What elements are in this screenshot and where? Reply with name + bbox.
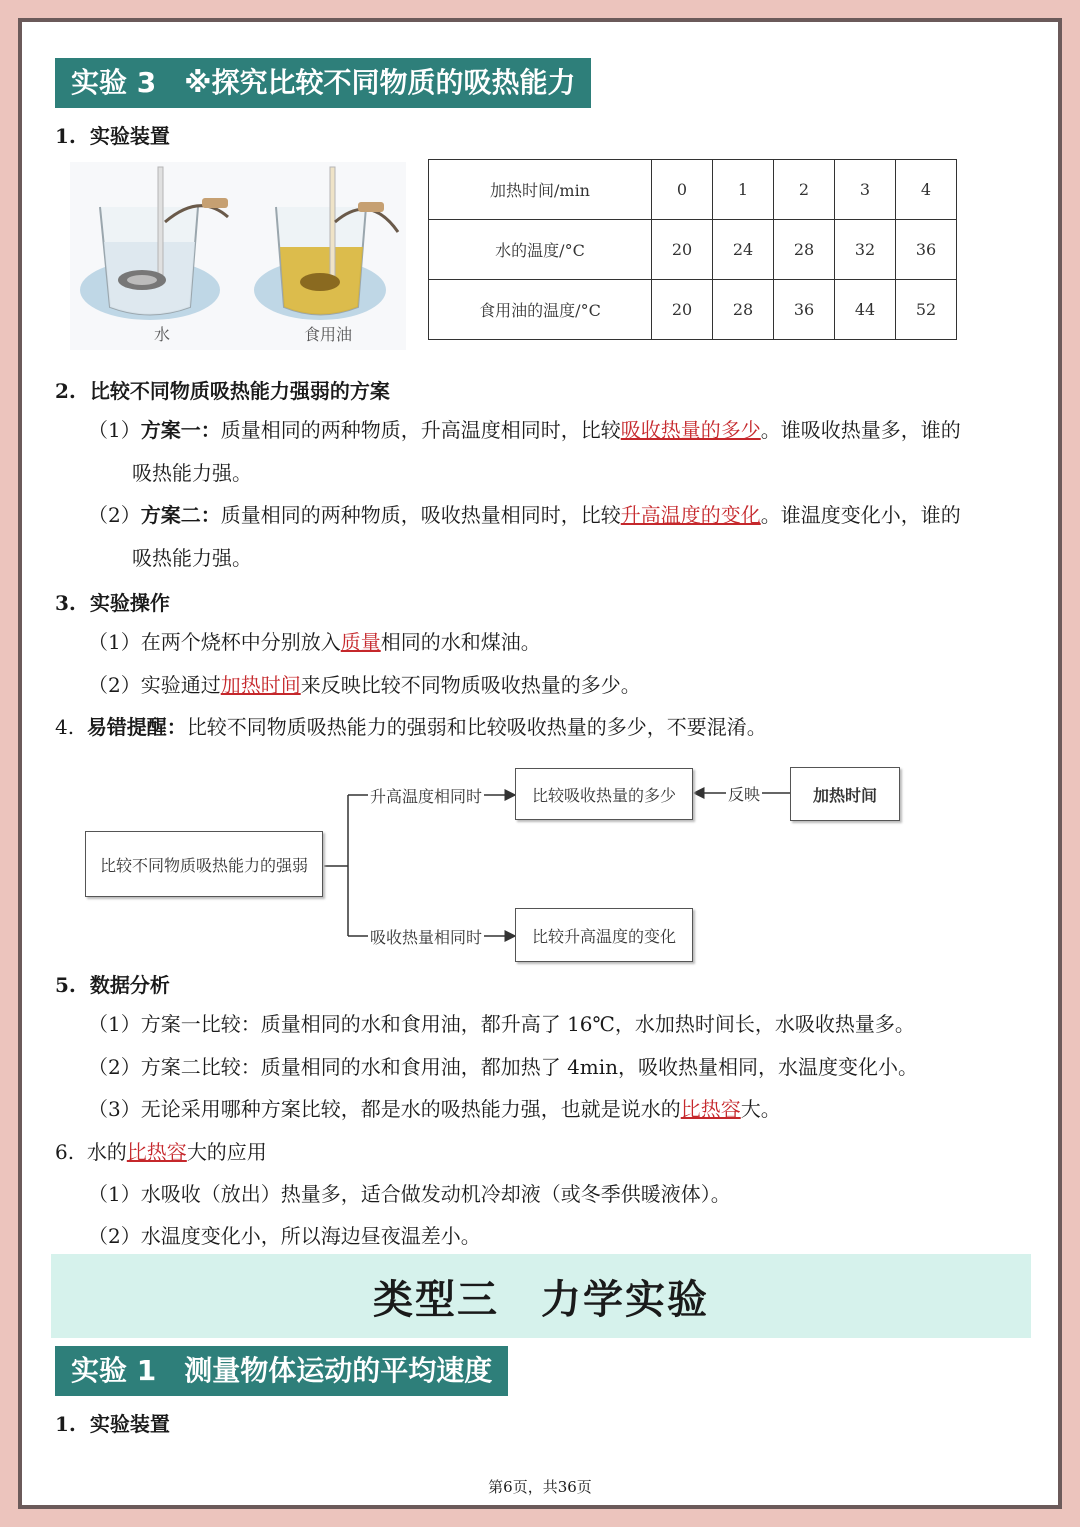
table-cell: 24: [713, 220, 774, 280]
plan-1-text-cont: 吸热能力强。: [132, 461, 252, 485]
operation-1-blank: 质量: [340, 630, 381, 654]
analysis-2: （2）方案二比较：质量相同的水和食用油，都加热了 4min，吸收热量相同，水温度变化小。: [88, 1055, 919, 1079]
section-1b-heading: 1. 实验装置: [55, 1412, 170, 1436]
analysis-1: （1）方案一比较：质量相同的水和食用油，都升高了 16℃，水加热时间长，水吸收热量多。: [88, 1012, 915, 1036]
table-cell: 52: [896, 280, 957, 340]
diagram-heat-time-box: 加热时间: [790, 767, 900, 821]
table-cell: 36: [896, 220, 957, 280]
diagram-branch-top-label: 升高温度相同时: [368, 784, 484, 807]
experiment-1-banner: 实验 1 测量物体运动的平均速度: [55, 1346, 508, 1396]
table-cell: 28: [713, 280, 774, 340]
table-cell: 20: [652, 220, 713, 280]
table-cell: 3: [835, 160, 896, 220]
section-6-heading: 6. 水的比热容大的应用: [55, 1140, 267, 1164]
table-row-label: 食用油的温度/°C: [429, 280, 652, 340]
operation-2-blank: 加热时间: [220, 673, 301, 697]
section-2-heading: 2. 比较不同物质吸热能力强弱的方案: [55, 379, 390, 403]
section-5-heading: 5. 数据分析: [55, 973, 170, 997]
table-cell: 32: [835, 220, 896, 280]
table-row-label: 加热时间/min: [429, 160, 652, 220]
page: [18, 18, 1062, 1509]
diagram-box-top: 比较吸收热量的多少: [515, 768, 693, 820]
type-three-title: 类型三 力学实验: [51, 1254, 1031, 1338]
table-cell: 1: [713, 160, 774, 220]
table-cell: 2: [774, 160, 835, 220]
analysis-3: （3）无论采用哪种方案比较，都是水的吸热能力强，也就是说水的比热容大。: [88, 1097, 781, 1121]
experiment-3-banner: 实验 3 ※探究比较不同物质的吸热能力: [55, 58, 591, 108]
page-footer: 第6页，共36页: [488, 1478, 592, 1496]
section-3-heading: 3. 实验操作: [55, 591, 170, 615]
analysis-3-blank: 比热容: [680, 1097, 741, 1121]
section-1-heading: 1. 实验装置: [55, 124, 170, 148]
table-cell: 20: [652, 280, 713, 340]
plan-2-blank: 升高温度的变化: [620, 503, 761, 527]
plan-2-text-cont: 吸热能力强。: [132, 546, 252, 570]
table-cell: 36: [774, 280, 835, 340]
application-2: （2）水温度变化小，所以海边昼夜温差小。: [88, 1224, 481, 1248]
table-cell: 4: [896, 160, 957, 220]
diagram-branch-bottom-label: 吸收热量相同时: [368, 925, 484, 948]
plan-1-blank: 吸收热量的多少: [620, 418, 761, 442]
table-cell: 44: [835, 280, 896, 340]
operation-2: （2）实验通过加热时间来反映比较不同物质吸收热量的多少。: [88, 673, 641, 697]
table-cell: 28: [774, 220, 835, 280]
water-beaker-label: 水: [154, 325, 171, 344]
plan-1-text: （1）方案一：质量相同的两种物质，升高温度相同时，比较吸收热量的多少。谁吸收热量多，谁的: [88, 418, 961, 442]
plan-2-text: （2）方案二：质量相同的两种物质，吸收热量相同时，比较升高温度的变化。谁温度变化小，谁的: [88, 503, 961, 527]
oil-beaker-label: 食用油: [304, 325, 353, 344]
diagram-box-bottom: 比较升高温度的变化: [515, 908, 693, 962]
application-1: （1）水吸收（放出）热量多，适合做发动机冷却液（或冬季供暖液体）。: [88, 1182, 731, 1206]
section-4-line: 4. 易错提醒：比较不同物质吸热能力的强弱和比较吸收热量的多少，不要混淆。: [55, 715, 767, 739]
table-cell: 0: [652, 160, 713, 220]
operation-1: （1）在两个烧杯中分别放入质量相同的水和煤油。: [88, 630, 541, 654]
diagram-main-box: 比较不同物质吸热能力的强弱: [85, 831, 323, 897]
diagram-reflect-label: 反映: [726, 782, 762, 805]
section-6-blank: 比热容: [126, 1140, 187, 1164]
table-row-label: 水的温度/°C: [429, 220, 652, 280]
